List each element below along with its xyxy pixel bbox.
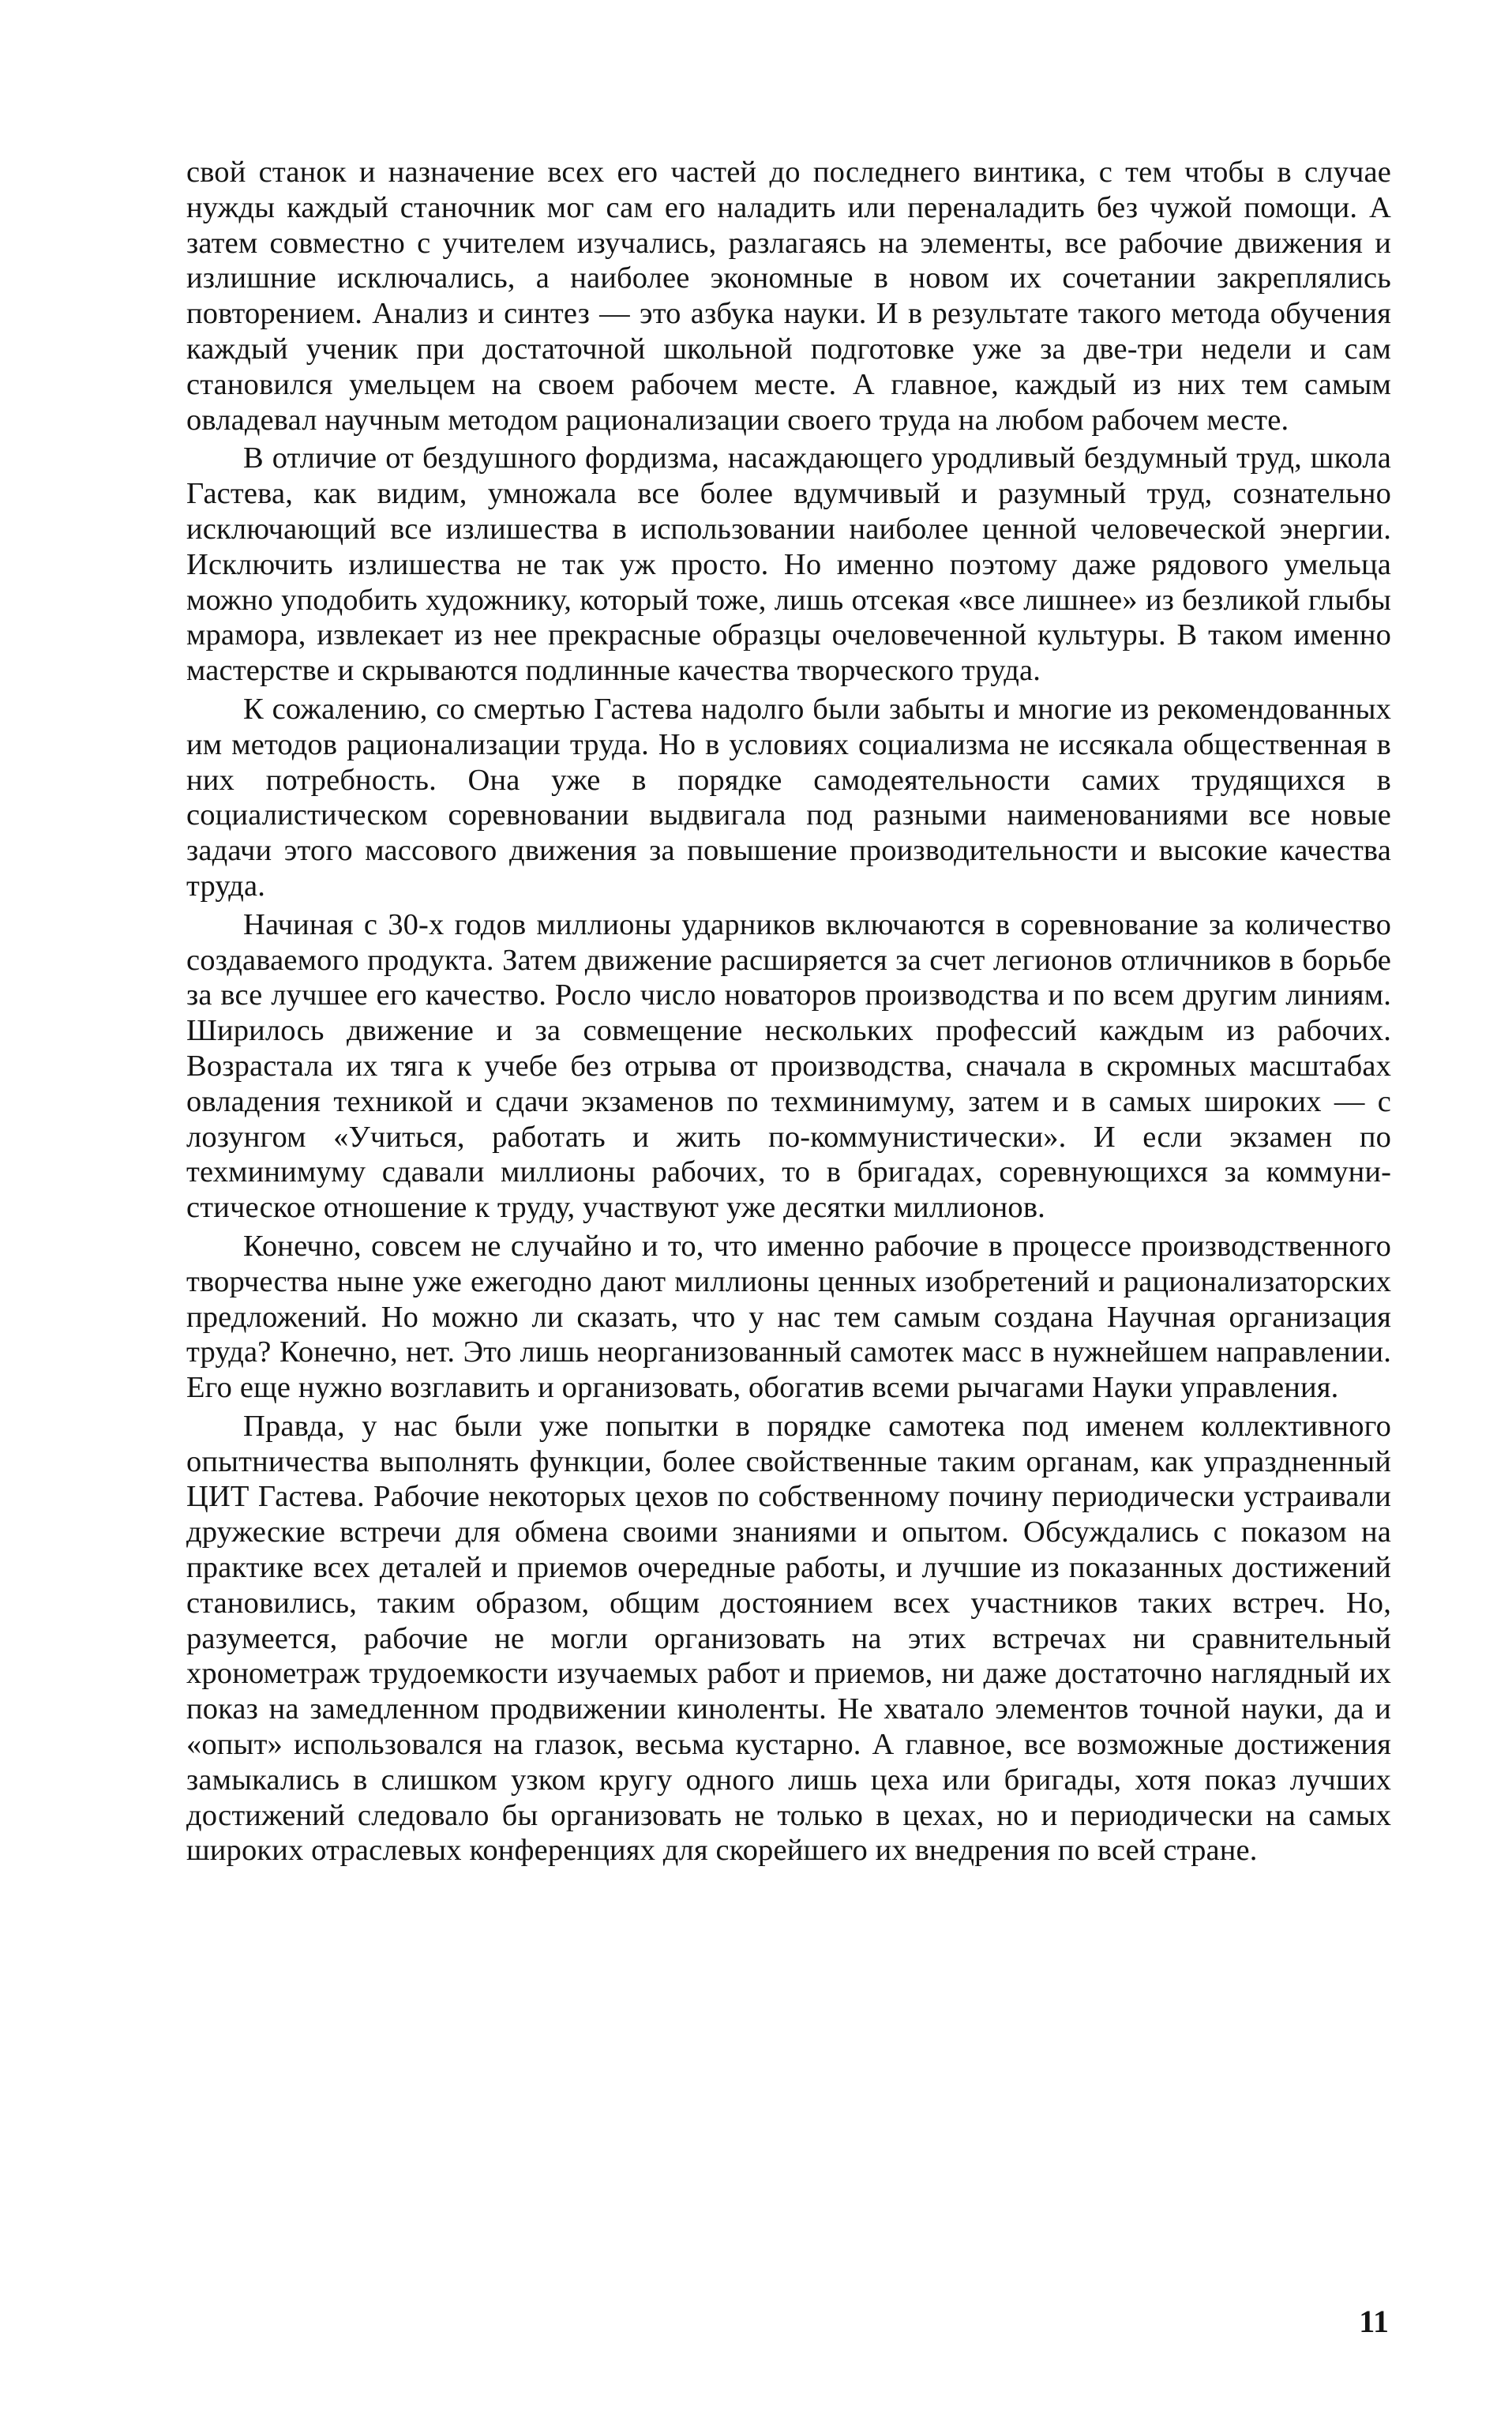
paragraph-gastev-death: К сожалению, со смертью Гастева надолго были забыты и многие из рекомендованных им методов рационализации труда. Но в условиях социализма не иссякала общественная в них потребность. Она уже в порядке самодеятельности самих трудящихся в социалистическом соревновании выдвигала под разными наименованиями все новые задачи этого массового движения за повышение производительности и высокие качества труда. [186, 692, 1391, 903]
page-number: 11 [1359, 2304, 1389, 2339]
paragraph-thirties: Начиная с 30-х годов миллионы ударников включаются в соревнование за количество создаваемого продукта. Затем движение расширяется за счет легионов отличников в борьбе за все лучшее его качество. Росло число новаторов производства и по всем другим линиям. Ширилось движение и за совмещение нескольких профессий каждым из рабочих. Возрастала их тяга к учебе без отрыва от производства, сначала в скромных масштабах овладения техникой и сдачи экзаменов по техминимуму, затем и в самых широких — с лозунгом «Учиться, работать и жить по-коммунистически». И если экзамен по техминимуму сдавали миллионы рабочих, то в бригадах, соревнующихся за коммунистическое отношение к труду, участвуют уже десятки миллионов. [186, 907, 1391, 1225]
page-body [186, 155, 1391, 1872]
paragraph-fordism: В отличие от бездушного фордизма, насаждающего уродливый бездумный труд, школа Гастева, как видим, умножала все более вдумчивый и разумный труд, сознательно исключающий все излишества в использовании наиболее ценной человеческой энергии. Исключить излишества не так уж просто. Но именно поэтому даже рядового умельца можно уподобить художнику, который тоже, лишь отсекая «все лишнее» из безликой глыбы мрамора, извлекает из нее прекрасные образцы очеловеченной культуры. В таком именно мастерстве и скрываются подлинные качества творческого труда. [186, 441, 1391, 688]
paragraph-continuation: свой станок и назначение всех его частей до последнего винтика, с тем чтобы в случае нужды каждый станочник мог сам его наладить или переналадить без чужой помощи. А затем совместно с учителем изучались, разлагаясь на элементы, все рабочие движения и излишние исключались, а наиболее экономные в новом их сочетании закреплялись повторением. Анализ и синтез — это азбука науки. И в результате такого метода обучения каждый ученик при достаточной школьной подготовке уже за две-три недели и сам становился умельцем на своем рабочем месте. А главное, каждый из них тем самым овладевал научным методом рационализации своего труда на любом рабочем месте. [186, 156, 1391, 437]
paragraph-collective-experience: Правда, у нас были уже попытки в порядке самотека под именем коллективного опытничества выполнять функции, более свойственные таким органам, как упраздненный ЦИТ Гастева. Рабочие некоторых цехов по собственному почину периодически устраивали дружеские встречи для обмена своими знаниями и опытом. Обсуждались с показом на практике всех деталей и приемов очередные работы, и лучшие из показанных достижений становились, таким образом, общим достоянием всех участников таких встреч. Но, разумеется, рабочие не могли организовать на этих встречах ни сравнительный хронометраж трудоемкости изучаемых работ и приемов, ни даже достаточно наглядный их показ на замедленном продвижении киноленты. Не хватало элементов точной науки, да и «опыт» использовался на глазок, весьма кустарно. А главное, все возможные достижения замыкались в слишком узком кругу одного лишь цеха или бригады, хотя показ лучших достижений следовало бы организовать не только в цехах, но и периодически на самых широких отраслевых конференциях для скорейшего их внедрения по всей стране. [186, 1409, 1391, 1868]
paragraph-inventions: Конечно, совсем не случайно и то, что именно рабочие в процессе производственного творчества ныне уже ежегодно дают миллионы ценных изобретений и рационализаторских предложений. Но можно ли сказать, что у нас тем самым создана Научная организация труда? Конечно, нет. Это лишь неорганизованный самотек масс в нужнейшем направлении. Его еще нужно возглавить и организовать, обогатив всеми рычагами Науки управления. [186, 1229, 1391, 1405]
